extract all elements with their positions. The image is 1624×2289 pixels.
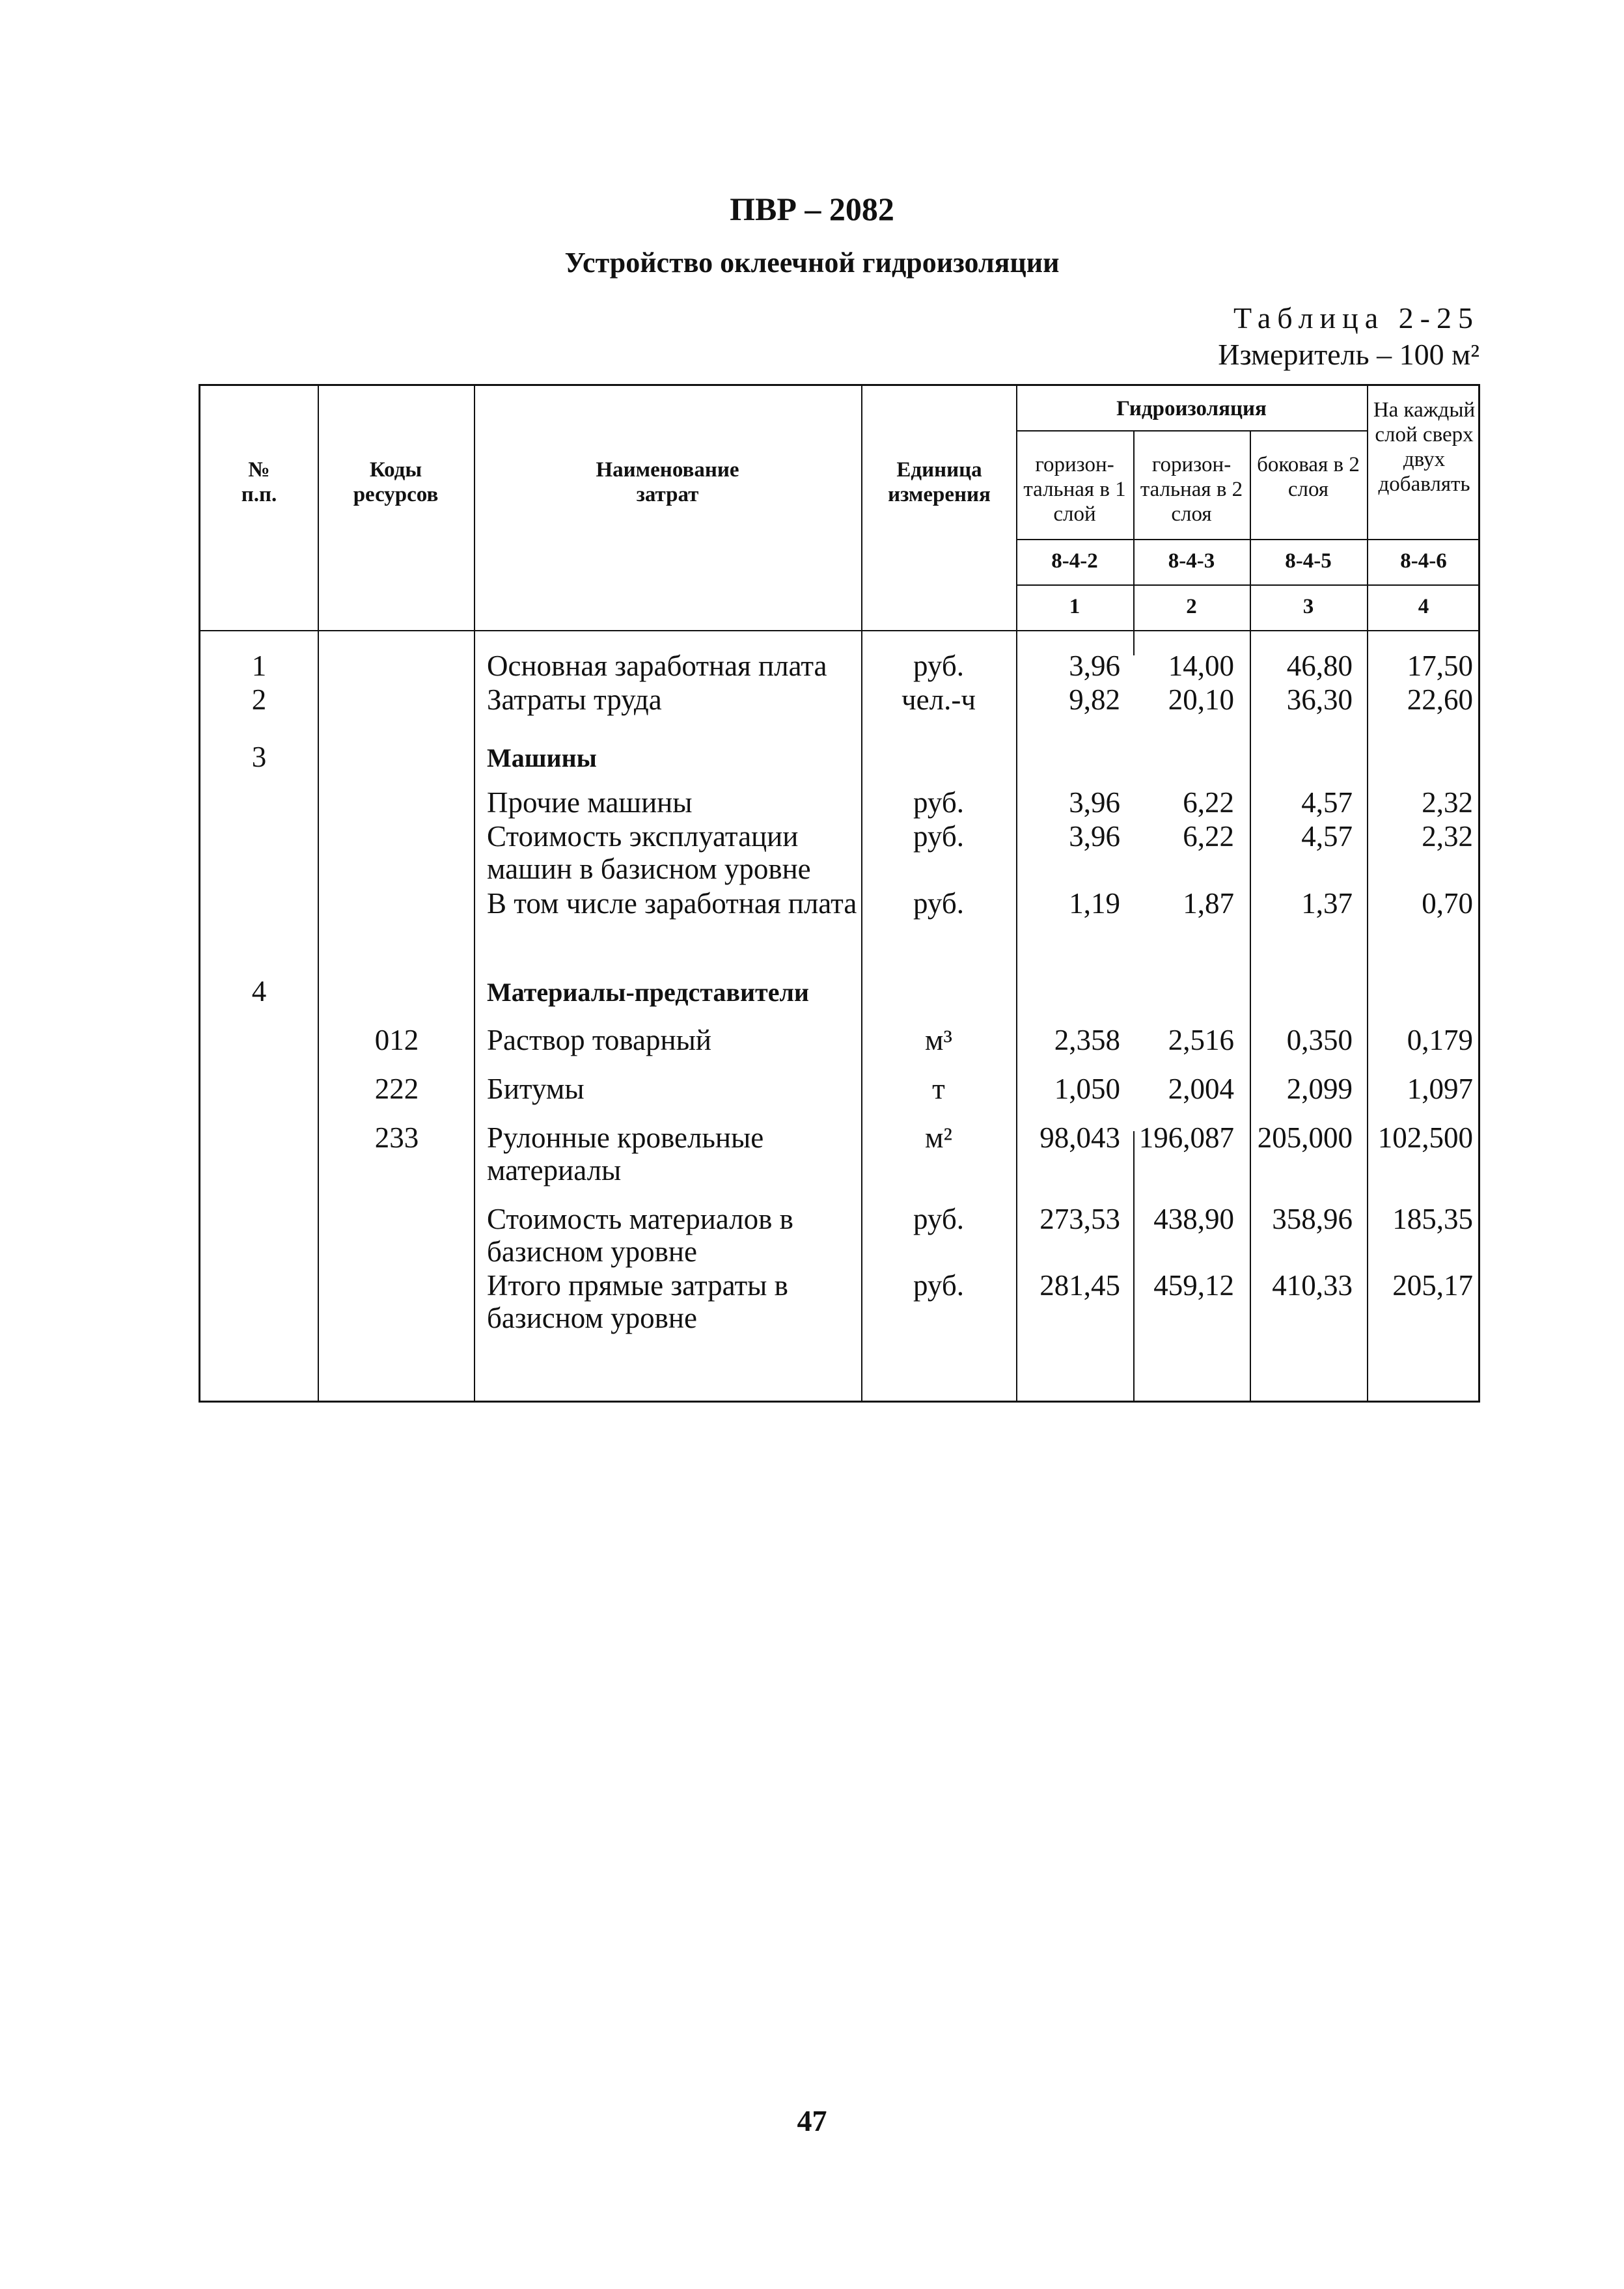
row-code: 233 <box>374 1121 419 1154</box>
document-subtitle: Устройство оклеечной гидроизоляции <box>564 247 1060 279</box>
header-index-1: 1 <box>1069 595 1080 618</box>
row-value: 1,87 <box>1183 887 1234 920</box>
row-value: 205,17 <box>1392 1269 1473 1302</box>
row-name: Итого прямые затраты в базисном уровне <box>487 1269 788 1334</box>
row-value: 1,050 <box>1054 1073 1120 1105</box>
row-code: 222 <box>374 1073 419 1105</box>
row-unit: руб. <box>913 1203 964 1235</box>
row-unit: руб. <box>913 820 964 853</box>
row-value: 1,097 <box>1407 1073 1473 1105</box>
row-value: 358,96 <box>1272 1203 1353 1235</box>
row-name: Основная заработная плата <box>487 650 827 682</box>
row-value: 1,37 <box>1301 887 1353 920</box>
row-value: 196,087 <box>1138 1121 1234 1154</box>
row-code: 012 <box>374 1024 419 1056</box>
row-value: 2,32 <box>1422 786 1473 819</box>
row-value: 281,45 <box>1039 1269 1120 1302</box>
row-name: Битумы <box>487 1073 585 1105</box>
row-name: В том числе заработная плата <box>487 887 857 920</box>
row-unit: руб. <box>913 786 964 819</box>
row-value: 9,82 <box>1069 683 1120 716</box>
unit-label: Измеритель – 100 м² <box>1218 338 1479 371</box>
row-num: 4 <box>251 975 267 1007</box>
row-value: 14,00 <box>1168 650 1234 682</box>
row-value: 185,35 <box>1392 1203 1473 1235</box>
row-value: 102,500 <box>1377 1121 1473 1154</box>
row-value: 3,96 <box>1069 650 1120 682</box>
row-unit: т <box>932 1073 945 1105</box>
header-col4: На каждый слой сверх двух добавлять <box>1373 398 1476 496</box>
header-col3: боковая в 2 слоя <box>1257 453 1360 501</box>
row-value: 6,22 <box>1183 820 1234 853</box>
row-unit: м² <box>925 1121 952 1154</box>
row-value: 2,099 <box>1286 1073 1353 1105</box>
row-name: Рулонные кровельные материалы <box>487 1121 764 1186</box>
row-value: 205,000 <box>1257 1121 1353 1154</box>
row-value: 1,19 <box>1069 887 1120 920</box>
header-index-2: 2 <box>1186 595 1197 618</box>
row-value: 3,96 <box>1069 820 1120 853</box>
header-num: № п.п. <box>241 458 277 506</box>
row-name: Раствор товарный <box>487 1024 711 1056</box>
header-col2: горизон-тальная в 2 слоя <box>1140 453 1243 526</box>
header-index-3: 3 <box>1302 595 1314 618</box>
header-code-3: 8-4-5 <box>1285 549 1332 573</box>
row-value: 0,70 <box>1422 887 1473 920</box>
cost-table <box>199 384 1480 1403</box>
section-heading: Машины <box>487 743 597 773</box>
section-heading: Материалы-представители <box>487 978 809 1007</box>
row-unit: руб. <box>913 650 964 682</box>
row-value: 20,10 <box>1168 683 1234 716</box>
row-name: Стоимость материалов в базисном уровне <box>487 1203 793 1268</box>
table-hline <box>1016 539 1478 540</box>
row-value: 36,30 <box>1286 683 1353 716</box>
row-value: 2,516 <box>1168 1024 1234 1056</box>
row-value: 2,004 <box>1168 1073 1234 1105</box>
row-unit: чел.-ч <box>901 683 976 716</box>
row-num: 2 <box>251 683 267 716</box>
row-num: 3 <box>251 741 267 773</box>
table-vline <box>474 386 475 1401</box>
row-value: 22,60 <box>1407 683 1473 716</box>
row-value: 459,12 <box>1153 1269 1234 1302</box>
header-index-4: 4 <box>1418 595 1429 618</box>
header-code: Коды ресурсов <box>353 458 439 506</box>
row-unit: руб. <box>913 1269 964 1302</box>
row-value: 0,350 <box>1286 1024 1353 1056</box>
row-value: 98,043 <box>1039 1121 1120 1154</box>
row-value: 438,90 <box>1153 1203 1234 1235</box>
table-vline <box>1133 432 1135 655</box>
row-value: 17,50 <box>1407 650 1473 682</box>
row-value: 4,57 <box>1301 820 1353 853</box>
page-number: 47 <box>797 2104 827 2137</box>
row-value: 4,57 <box>1301 786 1353 819</box>
header-code-1: 8-4-2 <box>1051 549 1098 573</box>
row-value: 46,80 <box>1286 650 1353 682</box>
row-name: Стоимость эксплуатации машин в базисном уровне <box>487 820 811 885</box>
row-value: 0,179 <box>1407 1024 1473 1056</box>
table-vline <box>318 386 319 1401</box>
row-unit: руб. <box>913 887 964 920</box>
row-num: 1 <box>251 650 267 682</box>
row-value: 2,32 <box>1422 820 1473 853</box>
table-hline <box>1016 430 1367 432</box>
header-group: Гидроизоляция <box>1116 397 1267 420</box>
row-value: 2,358 <box>1054 1024 1120 1056</box>
header-unit: Единица измерения <box>888 458 991 506</box>
header-col1: горизон-тальная в 1 слой <box>1023 453 1126 526</box>
row-value: 273,53 <box>1039 1203 1120 1235</box>
header-code-4: 8-4-6 <box>1400 549 1447 573</box>
row-value: 3,96 <box>1069 786 1120 819</box>
row-name: Прочие машины <box>487 786 693 819</box>
table-label: Таблица 2-25 <box>1233 301 1479 335</box>
header-name: Наименование затрат <box>596 458 739 506</box>
row-name: Затраты труда <box>487 683 662 716</box>
row-unit: м³ <box>925 1024 952 1056</box>
document-title: ПВР – 2082 <box>730 191 894 227</box>
header-code-2: 8-4-3 <box>1168 549 1215 573</box>
table-vline <box>1133 1131 1135 1401</box>
table-hline <box>1016 584 1478 586</box>
row-value: 6,22 <box>1183 786 1234 819</box>
row-value: 410,33 <box>1272 1269 1353 1302</box>
table-hline <box>200 630 1478 631</box>
